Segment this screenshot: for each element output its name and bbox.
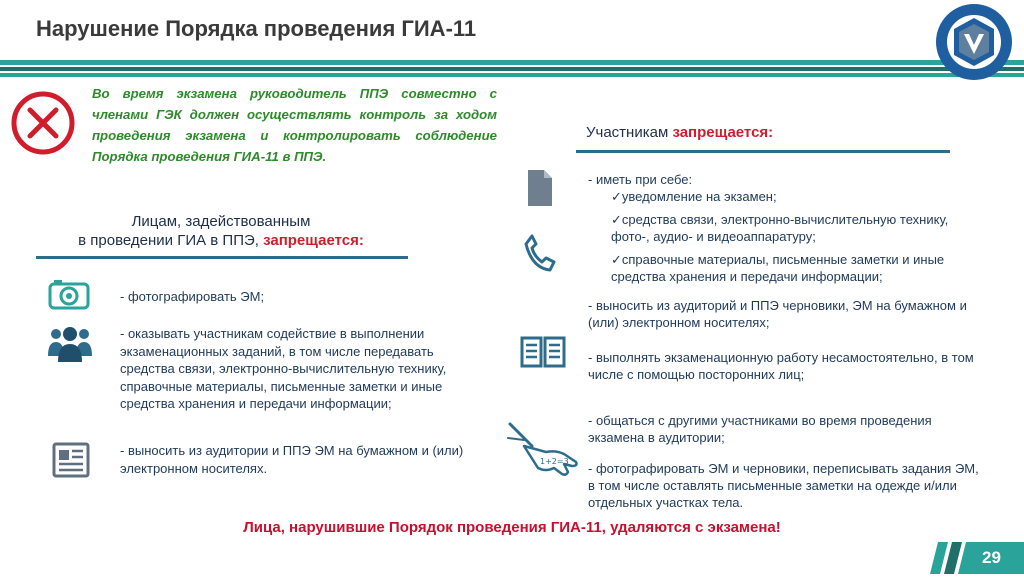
footer-warning: Лица, нарушившие Порядок проведения ГИА-11, удаляются с экзамена! — [243, 519, 781, 536]
header-stripe-middle — [0, 67, 1024, 71]
right-item-remove-drafts: - выносить из аудиторий и ППЭ черновики, ЭМ на бумажном и (или) электронном носителях; — [588, 298, 967, 330]
right-subitem-references: ✓справочные материалы, письменные заметки и иные средства хранения и передачи информации; — [611, 252, 945, 284]
newspaper-icon — [52, 442, 92, 478]
document-icon — [526, 168, 554, 208]
left-item-photograph: - фотографировать ЭМ; — [120, 289, 265, 304]
left-section-heading — [36, 212, 406, 250]
camera-icon — [48, 278, 90, 310]
phone-icon — [522, 232, 556, 272]
page-title: Нарушение Порядка проведения ГИА-11 — [36, 16, 477, 41]
right-divider — [576, 150, 950, 153]
hand-writing-icon — [506, 418, 580, 482]
control-note: Во время экзамена руководитель ППЭ совместно с членами ГЭК должен осуществлять контроль за ходом проведения экзамена и контролировать соблюдение Порядка проведения ГИА-11 в ППЭ. — [92, 86, 497, 164]
right-item-independent-work: - выполнять экзаменационную работу несамостоятельно, в том числе с помощью посторонних лиц; — [588, 350, 974, 382]
right-section-heading — [586, 124, 773, 141]
left-item-assistance: - оказывать участникам содействие в выполнении экзаменационных заданий, в том числе передавать средства связи, электронно-вычислительную технику, справочные материалы, письменные заметки и иные средства хранения и передачи информации; — [120, 326, 447, 411]
right-subitem-notice: ✓уведомление на экзамен; — [611, 189, 777, 204]
right-item-carry: - иметь при себе: — [588, 172, 693, 187]
left-divider — [36, 256, 408, 259]
left-heading-forbidden: запрещается: — [263, 232, 364, 249]
right-subitem-devices: ✓средства связи, электронно-вычислительную технику, фото-, аудио- и видеоаппаратуру; — [611, 212, 949, 244]
book-icon — [520, 336, 566, 370]
logo — [934, 2, 1014, 82]
left-heading-line1: Лицам, задействованным — [131, 213, 311, 230]
header-stripe-bottom — [0, 73, 1024, 77]
page-corner-decoration — [900, 540, 1024, 574]
left-heading-line2: в проведении ГИА в ППЭ, — [78, 232, 259, 249]
people-icon — [46, 324, 94, 364]
header-stripe-top — [0, 60, 1024, 65]
page-number: 29 — [982, 548, 1001, 567]
right-heading-forbidden: запрещается: — [672, 124, 774, 141]
right-item-communicate: - общаться с другими участниками во время проведения экзамена в аудитории; — [588, 413, 932, 445]
prohibited-icon — [10, 90, 76, 156]
right-heading-prefix: Участникам — [586, 124, 669, 141]
left-item-remove-materials: - выносить из аудитории и ППЭ ЭМ на бумажном и (или) электронном носителях. — [120, 443, 464, 476]
right-item-photograph: - фотографировать ЭМ и черновики, переписывать задания ЭМ, в том числе оставлять письменные заметки на одежде и/или отдельных участках тела. — [588, 461, 979, 510]
svg-text:1+2=3: 1+2=3 — [540, 457, 569, 466]
